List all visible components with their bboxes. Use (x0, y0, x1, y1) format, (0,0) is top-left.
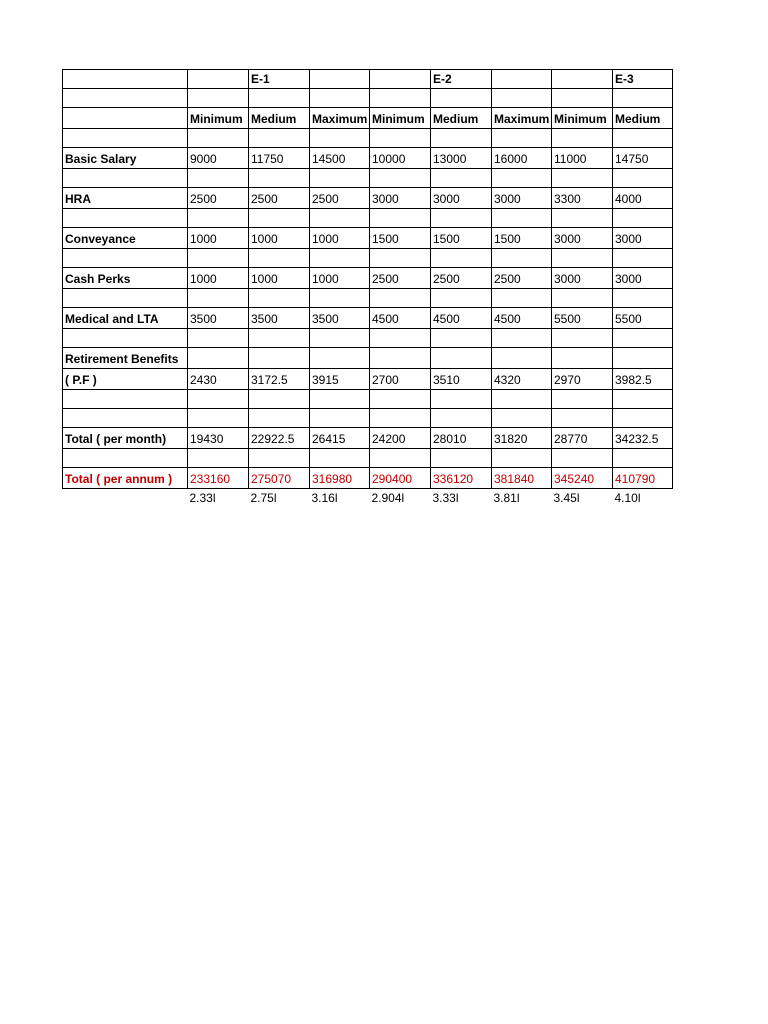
salary-table (62, 69, 673, 507)
subheader: Minimum (370, 108, 431, 129)
value-cell: 2.33l (189, 491, 216, 505)
value-cell: 24200 (370, 428, 431, 449)
cell (188, 70, 249, 89)
value-cell: 3000 (552, 268, 613, 289)
value-cell: 11750 (249, 148, 310, 169)
table-row (63, 428, 673, 449)
row-label: Cash Perks (63, 268, 188, 289)
value-cell: 290400 (370, 468, 431, 489)
value-cell: 410790 (613, 468, 673, 489)
value-cell: 2430 (188, 369, 249, 390)
table-row (63, 369, 673, 390)
value-cell: 1500 (492, 228, 552, 249)
row-label: Total ( per annum ) (63, 468, 188, 489)
value-cell: 1000 (310, 268, 370, 289)
value-cell: 19430 (188, 428, 249, 449)
cell (370, 70, 431, 89)
table-row (63, 228, 673, 249)
value-cell: 13000 (431, 148, 492, 169)
value-cell: 381840 (492, 468, 552, 489)
value-cell: 34232.5 (613, 428, 673, 449)
value-cell: 2500 (370, 268, 431, 289)
value-cell: 14750 (613, 148, 673, 169)
spacer-row (63, 390, 673, 409)
value-cell: 2500 (188, 188, 249, 209)
spacer-row (63, 289, 673, 308)
row-label: Total ( per month) (63, 428, 188, 449)
value-cell: 3500 (188, 308, 249, 329)
cell (552, 70, 613, 89)
table-row (63, 188, 673, 209)
value-cell: 5500 (552, 308, 613, 329)
value-cell: 4500 (492, 308, 552, 329)
value-cell: 2500 (492, 268, 552, 289)
value-cell: 2.904l (371, 491, 405, 505)
group-header-row (63, 70, 673, 89)
group-e1: E-1 (249, 70, 310, 89)
value-cell: 2970 (552, 369, 613, 390)
value-cell: 3000 (370, 188, 431, 209)
value-cell: 2.75l (250, 491, 277, 505)
value-cell: 3510 (431, 369, 492, 390)
value-cell: 11000 (552, 148, 613, 169)
value-cell: 4000 (613, 188, 673, 209)
value-cell: 4500 (431, 308, 492, 329)
spacer-row (63, 89, 673, 108)
value-cell: 4500 (370, 308, 431, 329)
value-cell: 3.81l (493, 491, 520, 505)
value-cell: 1000 (310, 228, 370, 249)
value-cell: 16000 (492, 148, 552, 169)
value-cell: 275070 (249, 468, 310, 489)
spacer-row (63, 209, 673, 228)
cell (63, 108, 188, 129)
subheader-row (63, 108, 673, 129)
row-label: Retirement Benefits (63, 348, 188, 369)
value-cell: 3.33l (432, 491, 459, 505)
subheader: Maximum (310, 108, 370, 129)
value-cell: 2700 (370, 369, 431, 390)
value-cell: 2500 (310, 188, 370, 209)
value-cell: 1000 (249, 268, 310, 289)
value-cell: 3000 (431, 188, 492, 209)
value-cell: 3982.5 (613, 369, 673, 390)
value-cell: 3172.5 (249, 369, 310, 390)
group-e2: E-2 (431, 70, 492, 89)
subheader: Medium (431, 108, 492, 129)
value-cell: 3500 (310, 308, 370, 329)
value-cell: 1500 (370, 228, 431, 249)
row-label: Medical and LTA (63, 308, 188, 329)
value-cell: 9000 (188, 148, 249, 169)
spacer-row (63, 249, 673, 268)
table-row (63, 348, 673, 369)
value-cell: 3.16l (311, 491, 338, 505)
value-cell: 2500 (249, 188, 310, 209)
value-cell: 345240 (552, 468, 613, 489)
value-cell: 26415 (310, 428, 370, 449)
value-cell: 2500 (431, 268, 492, 289)
spacer-row (63, 449, 673, 468)
group-e3: E-3 (613, 70, 673, 89)
value-cell: 1000 (249, 228, 310, 249)
value-cell: 1000 (188, 268, 249, 289)
value-cell: 3300 (552, 188, 613, 209)
spacer-row (63, 329, 673, 348)
row-label: Conveyance (63, 228, 188, 249)
value-cell: 3000 (613, 268, 673, 289)
value-cell: 14500 (310, 148, 370, 169)
table-row (63, 468, 673, 489)
value-cell: 28770 (552, 428, 613, 449)
subheader: Maximum (492, 108, 552, 129)
table-row (63, 268, 673, 289)
table-row (63, 308, 673, 329)
value-cell: 10000 (370, 148, 431, 169)
value-cell: 3000 (552, 228, 613, 249)
approx-row (63, 489, 673, 508)
cell (492, 70, 552, 89)
subheader: Medium (613, 108, 673, 129)
row-label-sub: ( P.F ) (63, 369, 188, 390)
value-cell: 3.45l (553, 491, 580, 505)
value-cell: 336120 (431, 468, 492, 489)
value-cell: 31820 (492, 428, 552, 449)
value-cell: 1000 (188, 228, 249, 249)
spacer-row (63, 169, 673, 188)
value-cell: 4320 (492, 369, 552, 390)
table-row (63, 148, 673, 169)
subheader: Minimum (188, 108, 249, 129)
cell (310, 70, 370, 89)
value-cell: 316980 (310, 468, 370, 489)
row-label: Basic Salary (63, 148, 188, 169)
value-cell: 3000 (613, 228, 673, 249)
value-cell: 3000 (492, 188, 552, 209)
subheader: Minimum (552, 108, 613, 129)
value-cell: 5500 (613, 308, 673, 329)
value-cell: 3500 (249, 308, 310, 329)
salary-sheet (62, 69, 672, 507)
spacer-row (63, 409, 673, 428)
spacer-row (63, 129, 673, 148)
value-cell: 22922.5 (249, 428, 310, 449)
value-cell: 1500 (431, 228, 492, 249)
value-cell: 233160 (188, 468, 249, 489)
value-cell: 3915 (310, 369, 370, 390)
subheader: Medium (249, 108, 310, 129)
row-label: HRA (63, 188, 188, 209)
cell (63, 70, 188, 89)
value-cell: 4.10l (614, 491, 641, 505)
value-cell: 28010 (431, 428, 492, 449)
